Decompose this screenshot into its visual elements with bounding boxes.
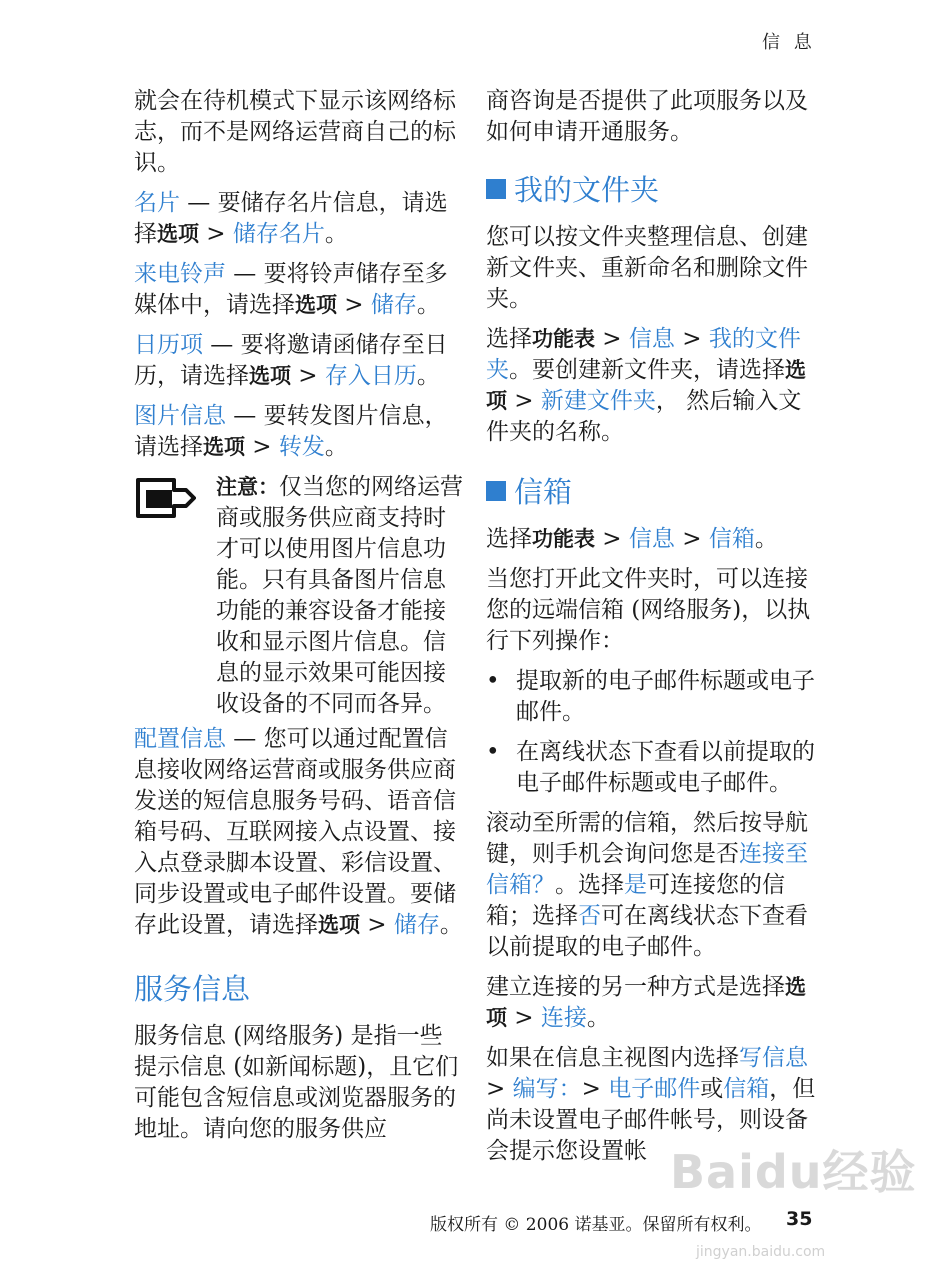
list-item: • 提取新的电子邮件标题或电子邮件。 xyxy=(486,668,815,725)
heading-square-icon xyxy=(486,179,506,199)
item-calendar: 日历项 — 要将邀请函储存至日历，请选择选项 > 存入日历。 xyxy=(134,332,448,389)
page-number: 35 xyxy=(786,1208,813,1230)
copyright-footer: 版权所有 © 2006 诺基亚。保留所有权利。 xyxy=(430,1215,762,1235)
term-calendar: 日历项 xyxy=(134,332,203,358)
note-label: 注意： xyxy=(216,475,279,499)
bullet-icon: • xyxy=(486,739,500,765)
paragraph-folders-path: 选择功能表 > 信息 > 我的文件夹。要创建新文件夹，请选择选项 > 新建文件夹， 然后输入文件夹的名称。 xyxy=(486,326,806,445)
paragraph-mailbox-path: 选择功能表 > 信息 > 信箱。 xyxy=(486,526,778,552)
section-header: 信 息 xyxy=(762,32,816,53)
item-ringtone: 来电铃声 — 要将铃声储存至多媒体中，请选择选项 > 储存。 xyxy=(134,261,448,318)
action-save-ringtone: 储存 xyxy=(370,292,417,318)
paragraph-compose: 如果在信息主视图内选择写信息 > 编写：> 电子邮件或信箱，但尚未设置电子邮件帐号，则设备会提示您设置帐 xyxy=(486,1045,816,1164)
term-business-card: 名片 xyxy=(134,190,180,216)
baidu-watermark: Baidu经验 xyxy=(670,1145,917,1199)
paragraph-mailbox-intro: 当您打开此文件夹时，可以连接您的远端信箱 (网络服务)，以执行下列操作： xyxy=(486,566,811,654)
left-column xyxy=(134,86,464,1154)
item-business-card: 名片 — 要储存名片信息，请选择选项 > 储存名片。 xyxy=(134,190,448,247)
heading-mailbox: 信箱 xyxy=(486,474,816,510)
mailbox-actions-list xyxy=(486,666,816,799)
note-block xyxy=(134,472,464,720)
heading-my-folders: 我的文件夹 xyxy=(486,172,816,208)
baidu-watermark-url: jingyan.baidu.com xyxy=(696,1244,826,1260)
paragraph-scroll: 滚动至所需的信箱，然后按导航键，则手机会询问您是否连接至信箱？。选择是可连接您的信箱；选择否可在离线状态下查看以前提取的电子邮件。 xyxy=(486,810,808,960)
list-item: • 在离线状态下查看以前提取的电子邮件标题或电子邮件。 xyxy=(486,739,815,796)
term-config-message: 配置信息 xyxy=(134,726,226,752)
item-picture-message: 图片信息 — 要转发图片信息，请选择选项 > 转发。 xyxy=(134,403,448,460)
paragraph-folders: 您可以按文件夹整理信息、创建新文件夹、重新命名和删除文件夹。 xyxy=(486,224,808,312)
action-save-config: 储存 xyxy=(393,912,440,938)
term-picture-message: 图片信息 xyxy=(134,403,226,429)
paragraph-alt-connect: 建立连接的另一种方式是选择选项 > 连接。 xyxy=(486,974,806,1031)
action-save-calendar: 存入日历 xyxy=(324,363,417,389)
item-config-message: 配置信息 — 您可以通过配置信息接收网络运营商或服务供应商发送的短信息服务号码、语音信箱号码、互联网接入点设置、接入点登录脚本设置、彩信设置、同步设置或电子邮件设置。要储存此设置，请选择选项 > 储存。 xyxy=(134,726,463,938)
action-forward: 转发 xyxy=(278,434,325,460)
paragraph-service-message: 服务信息 (网络服务) 是指一些提示信息 (如新闻标题)，且它们可能包含短信息或浏览器服务的地址。请向您的服务供应 xyxy=(134,1023,459,1142)
heading-service-message: 服务信息 xyxy=(134,972,251,1006)
note-text: 仅当您的网络运营商或服务供应商支持时才可以使用图片信息功能。只有具备图片信息功能的兼容设备才能接收和显示图片信息。信息的显示效果可能因接收设备的不同而各异。 xyxy=(216,474,463,717)
paragraph-network-logo: 就会在待机模式下显示该网络标志，而不是网络运营商自己的标识。 xyxy=(134,88,456,176)
heading-square-icon xyxy=(486,481,506,501)
term-ringtone: 来电铃声 xyxy=(134,261,226,287)
action-save-card: 储存名片 xyxy=(232,221,325,247)
paragraph-service-continued: 商咨询是否提供了此项服务以及如何申请开通服务。 xyxy=(486,88,808,145)
bullet-icon: • xyxy=(486,668,500,694)
note-hand-icon xyxy=(134,476,196,520)
right-column xyxy=(486,86,816,1176)
